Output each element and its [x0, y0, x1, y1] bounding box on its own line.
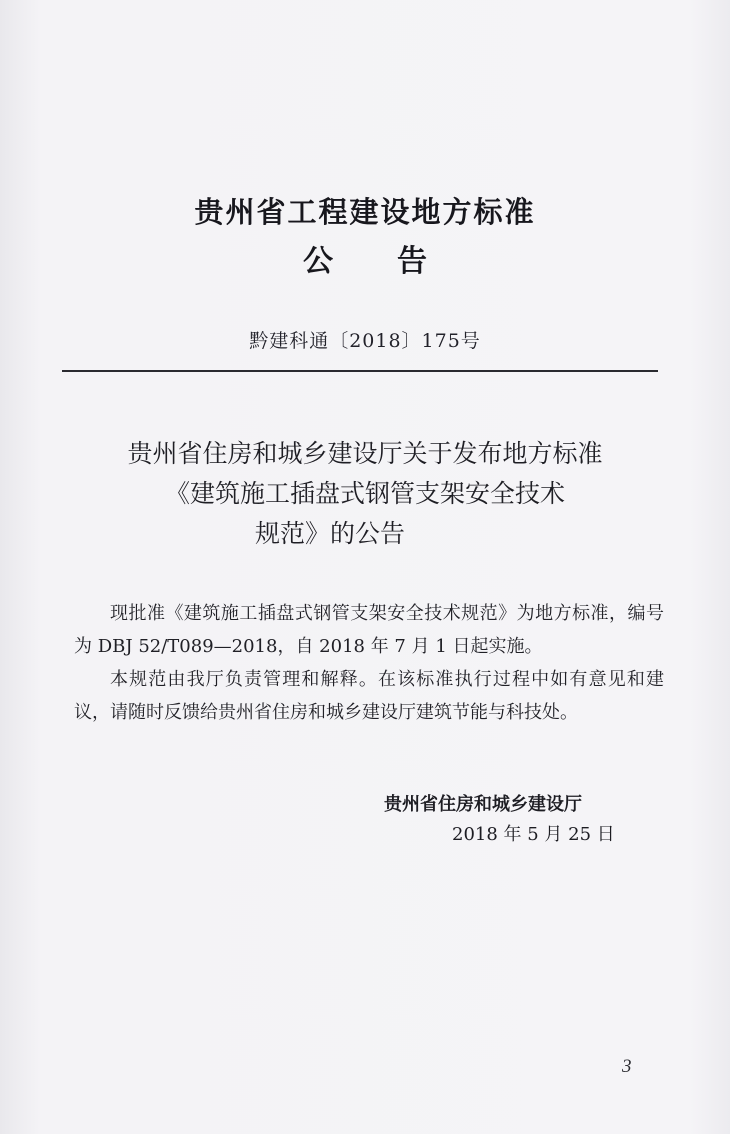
notice-body [74, 597, 664, 729]
announcement-heading: 公告 [303, 244, 491, 279]
issuing-organization: 贵州省住房和城乡建设厅 [384, 794, 582, 815]
notice-title-line-1: 贵州省住房和城乡建设厅关于发布地方标准 [127, 439, 603, 468]
notice-title-line-3: 规范》的公告 [254, 519, 405, 548]
standard-series-title: 贵州省工程建设地方标准 [194, 195, 536, 229]
notice-title-line-2: 《建筑施工插盘式钢管支架安全技术 [164, 479, 565, 508]
document-number: 黔建科通〔2018〕175号 [249, 330, 481, 352]
page-number: 3 [622, 1056, 632, 1077]
body-paragraph-management: 本规范由我厅负责管理和解释。在该标准执行过程中如有意见和建议，请随时反馈给贵州省住房和城乡建设厅建筑节能与科技处。 [74, 669, 664, 723]
issue-date: 2018 年 5 月 25 日 [452, 824, 615, 845]
divider-line [62, 370, 658, 372]
body-paragraph-approval: 现批准《建筑施工插盘式钢管支架安全技术规范》为地方标准，编号为 DBJ 52/T089—2018，自 2018 年 7 月 1 日起实施。 [74, 603, 664, 657]
notice-title [0, 434, 730, 554]
